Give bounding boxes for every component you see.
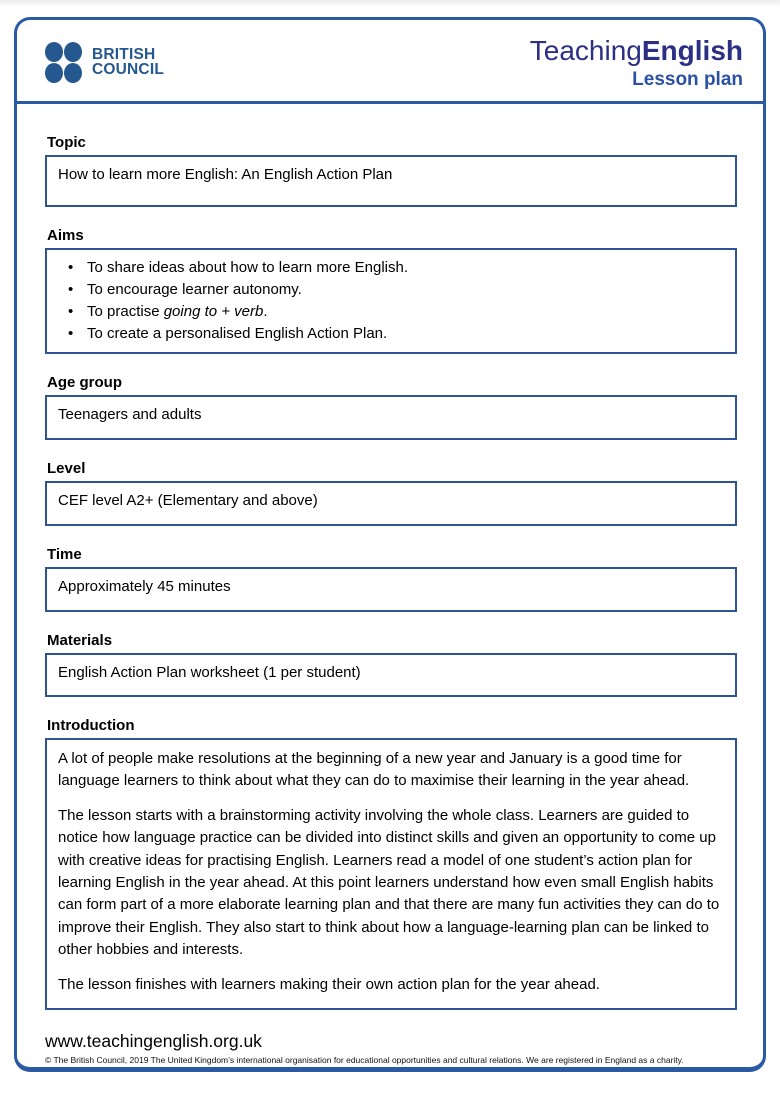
introduction-heading: Introduction — [47, 717, 135, 734]
british-council-dots-icon — [45, 42, 83, 84]
lesson-plan-subtitle: Lesson plan — [632, 68, 743, 90]
lesson-plan-page — [14, 17, 766, 1072]
section-aims — [45, 227, 737, 354]
aims-item-prefix: To practise — [87, 303, 164, 320]
copyright-text: © The British Council, 2019 The United Kingdom’s international organisation for educational opportunities and cultural relations. We are registered in England as a charity. — [45, 1055, 684, 1065]
introduction-paragraph: The lesson starts with a brainstorming activity involving the whole class. Learners are guided to notice how language practice can be divided into distinct skills and given an opportunity to come up with creative ideas for practising English. Learners read a model of one student’s action plan for learning English in the year ahead. At this point learners understand how even small English habits can form part of a more elaborate learning plan and that there are many fun activities they can do to improve their English. They also start to think about how a language-learning plan can be linked to other hobbies and interests. — [58, 806, 720, 959]
aims-item — [64, 301, 725, 323]
topic-text: How to learn more English: An English Action Plan — [58, 166, 393, 183]
section-introduction — [45, 717, 737, 1010]
brand-english: English — [641, 34, 743, 66]
age-group-heading: Age group — [47, 374, 122, 391]
logo-dot — [64, 63, 82, 83]
page-top-shade — [0, 0, 780, 7]
logo-dot — [45, 63, 63, 83]
teaching-english-brand — [530, 36, 743, 90]
materials-text: English Action Plan worksheet (1 per student) — [58, 664, 361, 681]
teaching-english-wordmark — [530, 36, 743, 66]
age-group-text: Teenagers and adults — [58, 406, 202, 423]
level-text: CEF level A2+ (Elementary and above) — [58, 492, 318, 509]
logo-line-2: COUNCIL — [92, 60, 165, 78]
teachingenglish-url: www.teachingenglish.org.uk — [45, 1031, 262, 1051]
age-group-box — [45, 395, 737, 440]
section-level — [45, 460, 737, 526]
logo-dot — [64, 42, 82, 62]
aims-item: • To encourage learner autonomy. — [64, 279, 725, 301]
logo-dot — [45, 42, 63, 62]
materials-heading: Materials — [47, 632, 113, 649]
introduction-paragraph: The lesson finishes with learners making their own action plan for the year ahead. — [58, 975, 600, 993]
materials-box — [45, 653, 737, 697]
aims-item: • To create a personalised English Action Plan. — [64, 323, 725, 345]
topic-box — [45, 155, 737, 207]
topic-heading: Topic — [47, 134, 86, 151]
time-text: Approximately 45 minutes — [58, 578, 231, 595]
section-age-group — [45, 374, 737, 440]
time-box — [45, 567, 737, 612]
aims-heading: Aims — [47, 227, 84, 244]
time-heading: Time — [47, 546, 82, 563]
introduction-box — [45, 738, 737, 1010]
section-time — [45, 546, 737, 612]
introduction-paragraph: A lot of people make resolutions at the beginning of a new year and January is a good time for language learners to think about what they can do to maximise their learning in the year ahead. — [58, 750, 690, 790]
page-header — [17, 20, 763, 104]
brand-teaching: Teaching — [529, 34, 642, 66]
level-box — [45, 481, 737, 526]
aims-item-suffix: . — [263, 303, 268, 320]
aims-list — [57, 257, 725, 345]
section-topic — [45, 134, 737, 207]
logo-line-1: BRITISH — [92, 46, 156, 63]
aims-item-italic: going to + verb — [163, 303, 264, 320]
aims-item: • To share ideas about how to learn more English. — [64, 257, 725, 279]
level-heading: Level — [47, 460, 86, 477]
section-materials — [45, 632, 737, 697]
page-footer — [45, 1031, 763, 1066]
aims-box — [45, 248, 737, 354]
document-body — [17, 134, 763, 1010]
british-council-wordmark — [92, 48, 164, 77]
british-council-logo — [45, 42, 164, 84]
